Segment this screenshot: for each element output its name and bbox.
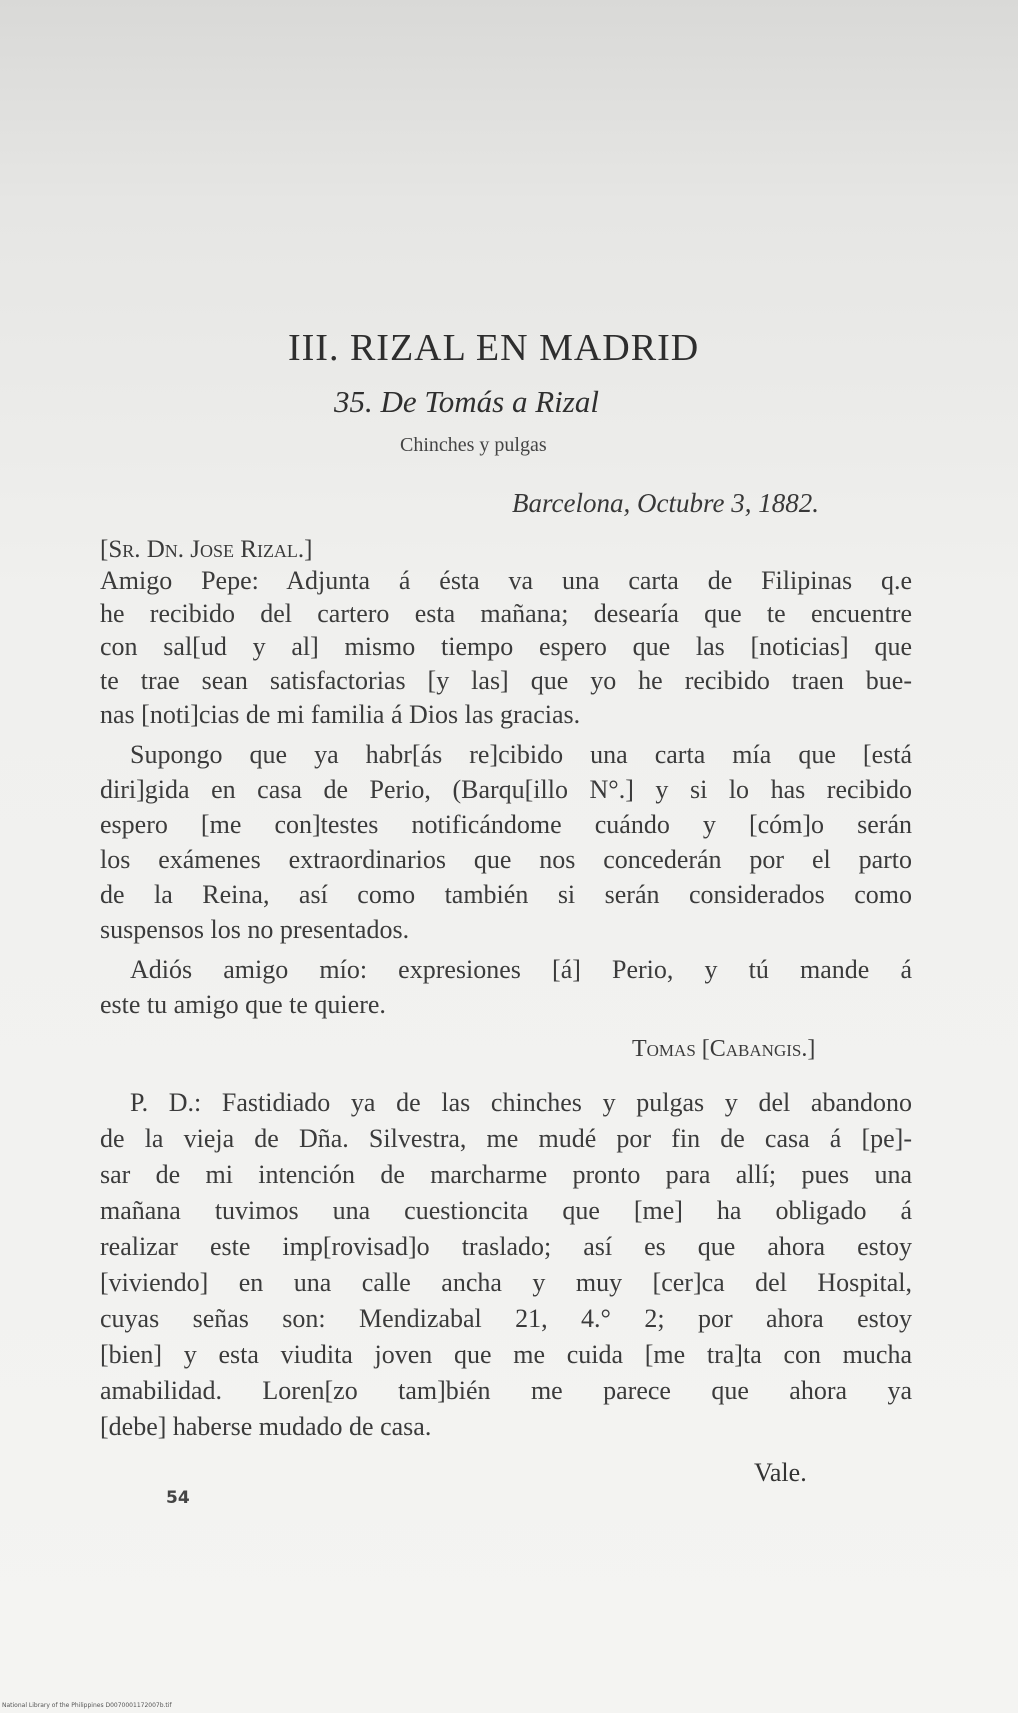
scan-footer: National Library of the Philippines D0070001172007b.tif [2,1702,172,1709]
body-line: Adiós amigo mío: expresiones [á] Perio, y tú mande á [130,955,912,984]
closing: Vale. [754,1458,807,1487]
postscript-line: amabilidad. Loren[zo tam]bién me parece que ahora ya [100,1376,912,1405]
body-line: Amigo Pepe: Adjunta á ésta va una carta de Filipinas q.e [100,566,912,595]
body-line: te trae sean satisfactorias [y las] que yo he recibido traen bue- [100,666,912,695]
postscript-line: P. D.: Fastidiado ya de las chinches y pulgas y del abandono [130,1088,912,1117]
postscript-line: realizar este imp[rovisad]o traslado; así es que ahora estoy [100,1232,912,1261]
page-number: 54 [166,1488,190,1508]
postscript-line: [viviendo] en una calle ancha y muy [cer]ca del Hospital, [100,1268,912,1297]
place-date: Barcelona, Octubre 3, 1882. [512,488,819,518]
body-line: los exámenes extraordinarios que nos concederán por el parto [100,845,912,874]
body-line: he recibido del cartero esta mañana; desearía que te encuentre [100,599,912,628]
body-line: suspensos los no presentados. [100,915,410,944]
postscript-line: cuyas señas son: Mendizabal 21, 4.° 2; por ahora estoy [100,1304,912,1333]
postscript-line: mañana tuvimos una cuestioncita que [me] ha obligado á [100,1196,912,1225]
body-line: nas [noti]cias de mi familia á Dios las gracias. [100,700,581,729]
letter-subtitle: Chinches y pulgas [400,434,547,456]
body-line: con sal[ud y al] mismo tiempo espero que las [noticias] que [100,632,912,661]
postscript-line: [bien] y esta viudita joven que me cuida [me tra]ta con mucha [100,1340,912,1369]
body-line: de la Reina, así como también si serán considerados como [100,880,912,909]
postscript-line: sar de mi intención de marcharme pronto para allí; pues una [100,1160,912,1189]
letter-title: 35. De Tomás a Rizal [334,384,599,419]
body-line: espero [me con]testes notificándome cuándo y [cóm]o serán [100,810,912,839]
chapter-title: III. RIZAL EN MADRID [288,327,700,369]
signature: Tomas [Cabangis.] [632,1036,816,1062]
postscript-line: [debe] haberse mudado de casa. [100,1412,432,1441]
postscript-line: de la vieja de Dña. Silvestra, me mudé por fin de casa á [pe]- [100,1124,912,1153]
body-line: Supongo que ya habr[ás re]cibido una carta mía que [está [130,740,912,769]
body-line: este tu amigo que te quiere. [100,990,386,1019]
addressee: [Sr. Dn. Jose Rizal.] [100,536,313,563]
body-line: diri]gida en casa de Perio, (Barqu[illo N°.] y si lo has recibido [100,775,912,804]
